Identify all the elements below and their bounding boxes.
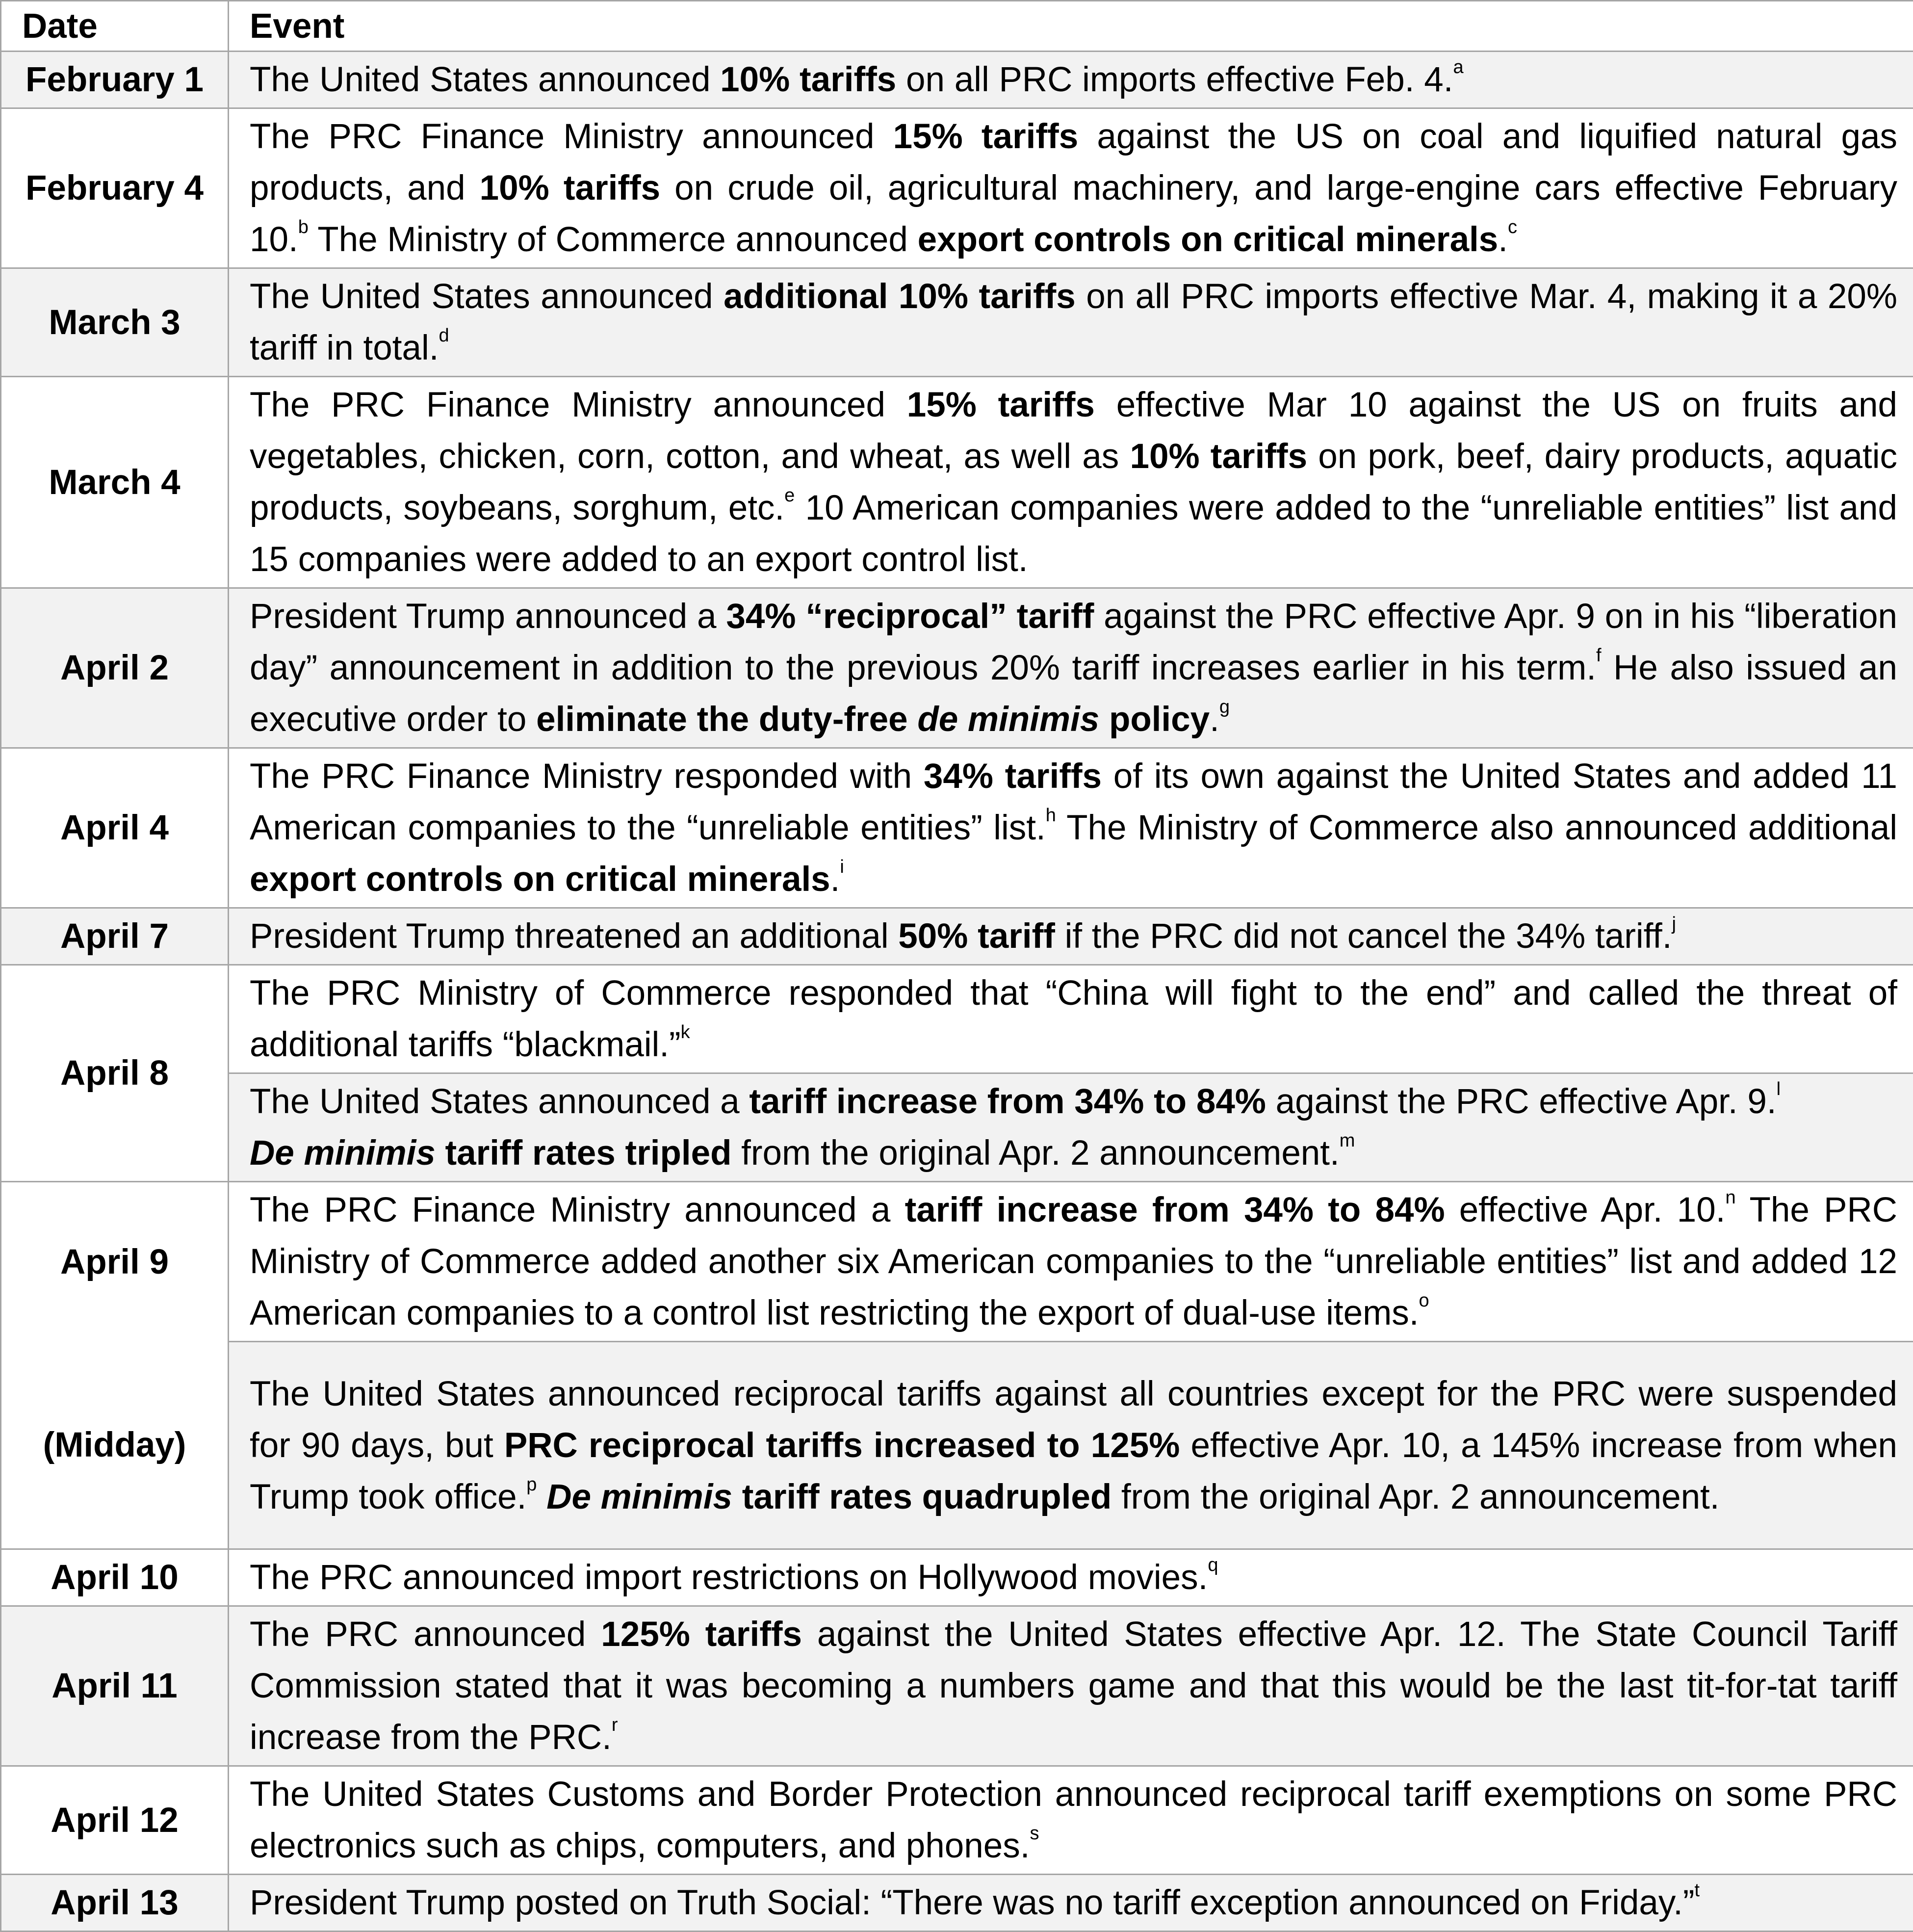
footnote-mark: e	[784, 485, 795, 506]
row-event: The PRC announced 125% tariffs against the United States effective Apr. 12. The State Council Tariff Commission stated that it was becoming a numbers game and that this would be the last tit-for-tat tariff increase from the PRC.$^r$	[229, 1606, 1913, 1766]
row-event: President Trump announced a 34% “reciprocal” tariff against the PRC effective Apr. 9 on in his “liberation day” announcement in addition to the previous 20% tariff increases earlier in his term.$^f$ He also issued an executive order to eliminate the duty-free de minimis policy.$^g$	[229, 588, 1913, 748]
footnote-mark: t	[1694, 1880, 1700, 1901]
row-event: The PRC Ministry of Commerce responded that “China will fight to the end” and called the threat of additional tariffs “blackmail.”$^k$	[229, 965, 1913, 1073]
table-row	[1, 52, 1913, 108]
column-header-event: Event	[229, 1, 1913, 52]
footnote-mark: n	[1725, 1187, 1735, 1208]
table-row	[1, 108, 1913, 268]
row-date: April 7	[1, 908, 229, 965]
table-row	[1, 588, 1913, 748]
row-event: The United States announced a tariff increase from 34% to 84% against the PRC effective Apr. 9.$^l$ De minimis tariff rates tripled from the original Apr. 2 announcement.$^m$	[229, 1073, 1913, 1182]
footnote-mark: g	[1219, 697, 1230, 717]
table-row	[1, 965, 1913, 1073]
footnote-mark: d	[439, 325, 449, 346]
table-row	[1, 1606, 1913, 1766]
row-event: The PRC Finance Ministry announced 15% tariffs against the US on coal and liquified natural gas products, and 10% tariffs on crude oil, agricultural machinery, and large-engine cars effective February 10.$^b$ The Ministry of Commerce announced export controls on critical minerals.$^c$	[229, 108, 1913, 268]
footnote-mark: c	[1508, 217, 1517, 237]
footnote-mark: p	[526, 1474, 537, 1495]
table-row	[1, 1073, 1913, 1182]
row-event: The PRC Finance Ministry announced 15% tariffs effective Mar 10 against the US on fruits and vegetables, chicken, corn, cotton, and wheat, as well as 10% tariffs on pork, beef, dairy products, aquatic products, soybeans, sorghum, etc.$^e$ 10 American companies were added to the “unreliable entities” list and 15 companies were added to an export control list.	[229, 377, 1913, 588]
footnote-mark: l	[1777, 1079, 1781, 1099]
row-event: President Trump posted on Truth Social: “There was no tariff exception announced on Friday.”$^t$	[229, 1875, 1913, 1932]
row-event: The PRC announced import restrictions on Hollywood movies.$^q$	[229, 1549, 1913, 1606]
table-row	[1, 908, 1913, 965]
table-row	[1, 1342, 1913, 1549]
footnote-mark: f	[1596, 645, 1602, 666]
row-date: February 4	[1, 108, 229, 268]
row-date: April 13	[1, 1875, 229, 1932]
row-date: April 9	[1, 1182, 229, 1342]
footnote-mark: m	[1340, 1130, 1355, 1151]
footnote-mark: b	[298, 217, 309, 237]
row-date: April 4	[1, 748, 229, 908]
row-event: President Trump threatened an additional 50% tariff if the PRC did not cancel the 34% tariff.$^j$	[229, 908, 1913, 965]
footnote-mark: j	[1672, 914, 1676, 934]
row-event: The United States announced reciprocal tariffs against all countries except for the PRC were suspended for 90 days, but PRC reciprocal tariffs increased to 125% effective Apr. 10, a 145% increase from when Trump took office.$^p$ De minimis tariff rates quadrupled from the original Apr. 2 announcement.	[229, 1342, 1913, 1549]
row-date: March 4	[1, 377, 229, 588]
footnote-mark: k	[681, 1022, 690, 1043]
header-row	[1, 1, 1913, 52]
row-event: The PRC Finance Ministry responded with 34% tariffs of its own against the United States and added 11 American companies to the “unreliable entities” list.$^h$ The Ministry of Commerce also announced additional export controls on critical minerals.$^i$	[229, 748, 1913, 908]
table-row	[1, 1549, 1913, 1606]
row-date: April 12	[1, 1766, 229, 1875]
footnote-mark: o	[1419, 1290, 1429, 1311]
table-row	[1, 1875, 1913, 1932]
footnote-mark: i	[840, 857, 844, 877]
footnote-mark: q	[1208, 1555, 1218, 1575]
footnote-mark: h	[1046, 805, 1056, 826]
table-row	[1, 268, 1913, 377]
row-event: The United States Customs and Border Protection announced reciprocal tariff exemptions on some PRC electronics such as chips, computers, and phones.$^s$	[229, 1766, 1913, 1875]
row-event: The PRC Finance Ministry announced a tariff increase from 34% to 84% effective Apr. 10.$^n$ The PRC Ministry of Commerce added another six American companies to the “unreliable entities” list and added 12 American companies to a control list restricting the export of dual-use items.$^o$	[229, 1182, 1913, 1342]
table-row	[1, 1766, 1913, 1875]
row-date: April 2	[1, 588, 229, 748]
table-row	[1, 748, 1913, 908]
row-event: The United States announced additional 10% tariffs on all PRC imports effective Mar. 4, making it a 20% tariff in total.$^d$	[229, 268, 1913, 377]
row-event: The United States announced 10% tariffs on all PRC imports effective Feb. 4.$^a$	[229, 52, 1913, 108]
row-date: (Midday)	[1, 1342, 229, 1549]
table-row	[1, 1182, 1913, 1342]
footnote-mark: r	[612, 1715, 618, 1735]
footnote-mark: a	[1453, 57, 1463, 78]
row-date: April 10	[1, 1549, 229, 1606]
row-date: April 11	[1, 1606, 229, 1766]
row-date: April 8	[1, 965, 229, 1182]
row-date: March 3	[1, 268, 229, 377]
row-date: February 1	[1, 52, 229, 108]
column-header-date: Date	[1, 1, 229, 52]
footnote-mark: s	[1030, 1823, 1039, 1844]
table-row	[1, 377, 1913, 588]
